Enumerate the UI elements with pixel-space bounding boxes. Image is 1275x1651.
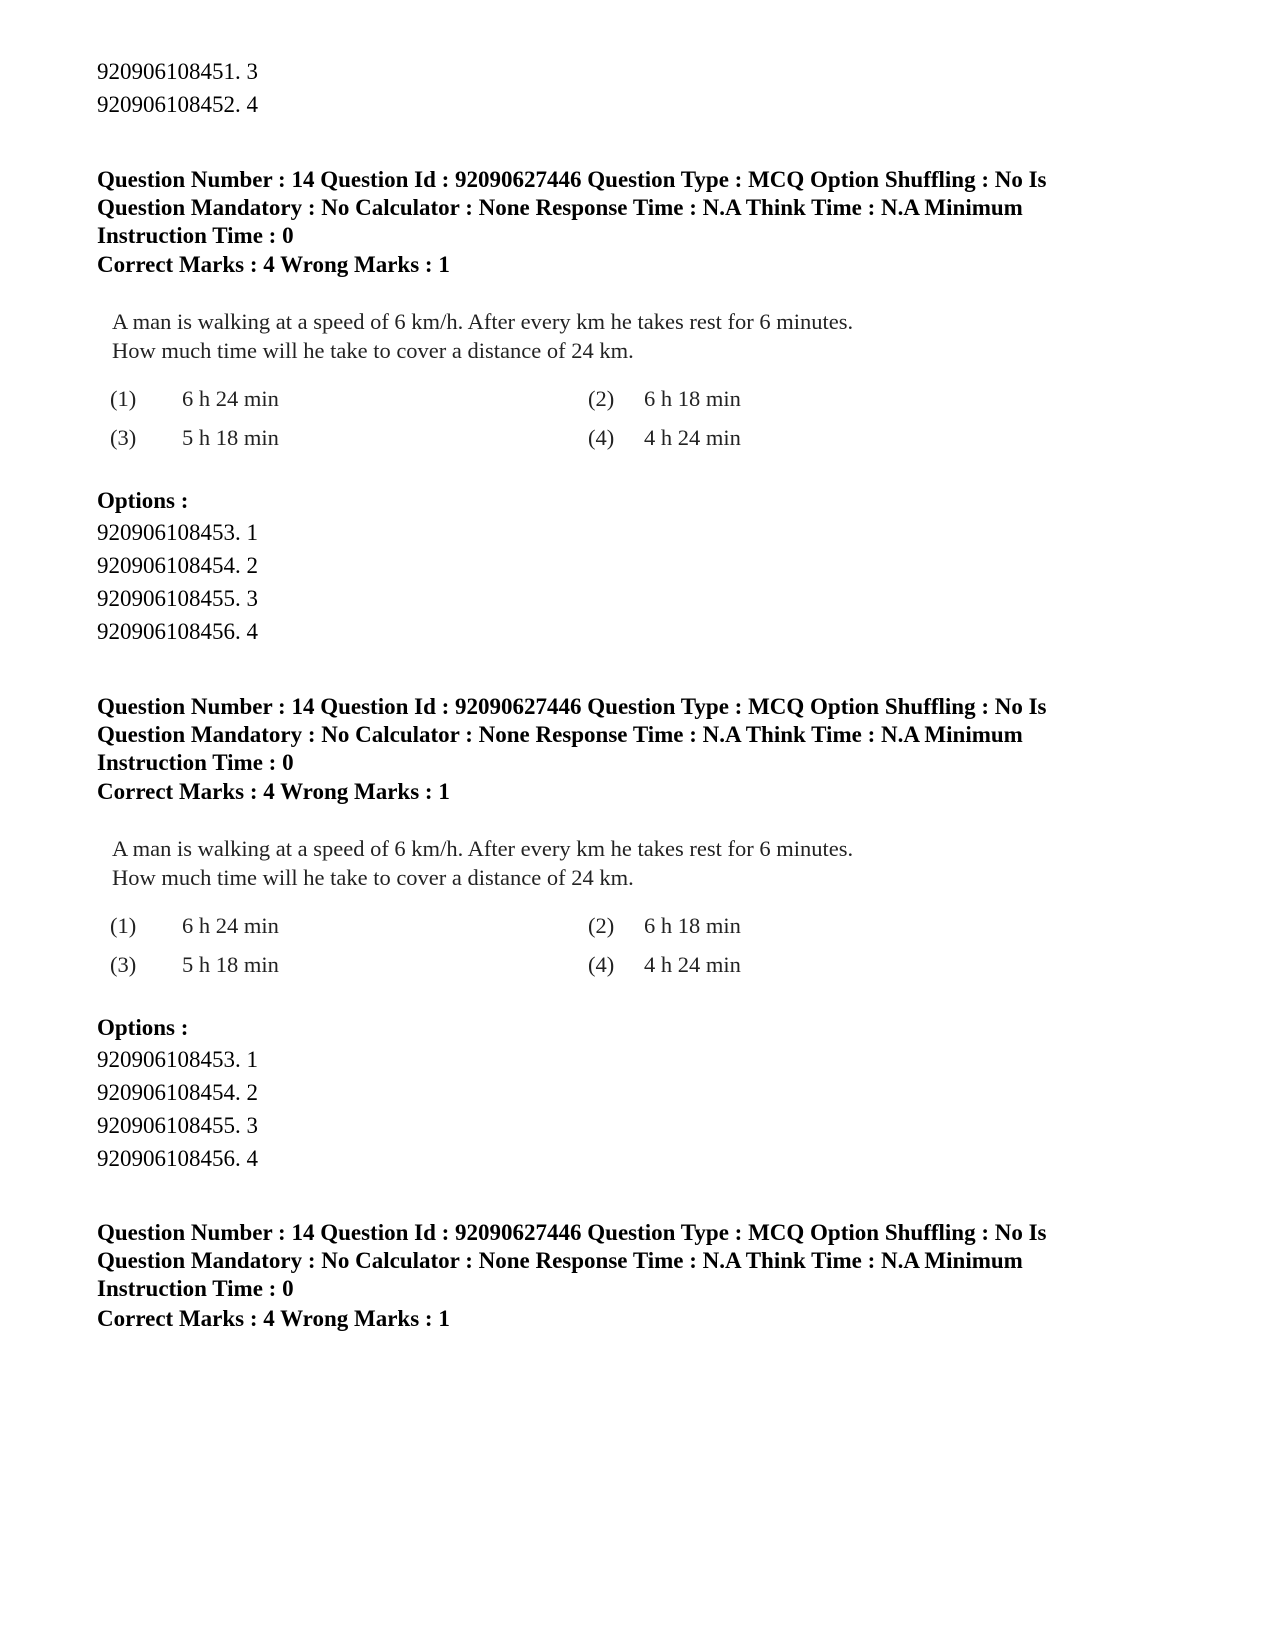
- choice-3: [110, 951, 279, 979]
- choice-number: (4): [588, 952, 615, 977]
- options-label: Options :: [97, 488, 189, 513]
- choice-2: [588, 385, 741, 413]
- choice-number: (1): [110, 386, 137, 411]
- header-line: Question Number : 14 Question Id : 92090627446 Question Type : MCQ Option Shuffling : No Is: [97, 167, 1047, 192]
- choice-text: 6 h 24 min: [182, 913, 279, 938]
- choice-1: [110, 912, 279, 940]
- question-header: [97, 166, 1187, 250]
- choice-number: (3): [110, 952, 137, 977]
- choice-number: (3): [110, 425, 137, 450]
- choice-1: [110, 385, 279, 413]
- question-text-line: A man is walking at a speed of 6 km/h. After every km he takes rest for 6 minutes.: [112, 836, 854, 861]
- question-text-line: How much time will he take to cover a distance of 24 km.: [112, 865, 634, 890]
- header-line: Instruction Time : 0: [97, 1276, 294, 1301]
- marks-line: Correct Marks : 4 Wrong Marks : 1: [97, 252, 450, 277]
- choice-number: (4): [588, 425, 615, 450]
- choice-text: 5 h 18 min: [182, 952, 279, 977]
- choice-number: (1): [110, 913, 137, 938]
- header-line: Question Number : 14 Question Id : 92090627446 Question Type : MCQ Option Shuffling : No Is: [97, 694, 1047, 719]
- marks-line: Correct Marks : 4 Wrong Marks : 1: [97, 779, 450, 804]
- question-text-line: A man is walking at a speed of 6 km/h. After every km he takes rest for 6 minutes.: [112, 309, 854, 334]
- option-line: 920906108452. 4: [97, 92, 258, 117]
- header-line: Instruction Time : 0: [97, 750, 294, 775]
- choice-text: 6 h 18 min: [644, 386, 741, 411]
- question-header: [97, 1219, 1187, 1303]
- choice-4: [588, 424, 741, 452]
- option-line: 920906108451. 3: [97, 59, 258, 84]
- header-line: Question Number : 14 Question Id : 92090627446 Question Type : MCQ Option Shuffling : No Is: [97, 1220, 1047, 1245]
- question-header: [97, 693, 1187, 777]
- header-line: Question Mandatory : No Calculator : None Response Time : N.A Think Time : N.A Minimum: [97, 1248, 1023, 1273]
- marks-line: Correct Marks : 4 Wrong Marks : 1: [97, 1306, 450, 1331]
- choice-3: [110, 424, 279, 452]
- choice-text: 6 h 18 min: [644, 913, 741, 938]
- option-line: 920906108453. 1: [97, 1047, 258, 1072]
- option-line: 920906108455. 3: [97, 586, 258, 611]
- question-text-line: How much time will he take to cover a distance of 24 km.: [112, 338, 634, 363]
- header-line: Question Mandatory : No Calculator : None Response Time : N.A Think Time : N.A Minimum: [97, 722, 1023, 747]
- choice-text: 4 h 24 min: [644, 425, 741, 450]
- choice-text: 4 h 24 min: [644, 952, 741, 977]
- option-line: 920906108454. 2: [97, 1080, 258, 1105]
- question-text: [112, 307, 853, 365]
- question-text: [112, 834, 853, 892]
- choice-2: [588, 912, 741, 940]
- option-line: 920906108455. 3: [97, 1113, 258, 1138]
- option-line: 920906108453. 1: [97, 520, 258, 545]
- option-line: 920906108454. 2: [97, 553, 258, 578]
- choice-number: (2): [588, 913, 615, 938]
- header-line: Question Mandatory : No Calculator : None Response Time : N.A Think Time : N.A Minimum: [97, 195, 1023, 220]
- choice-text: 5 h 18 min: [182, 425, 279, 450]
- option-line: 920906108456. 4: [97, 1146, 258, 1171]
- header-line: Instruction Time : 0: [97, 223, 294, 248]
- options-label: Options :: [97, 1015, 189, 1040]
- option-line: 920906108456. 4: [97, 619, 258, 644]
- choice-text: 6 h 24 min: [182, 386, 279, 411]
- choice-4: [588, 951, 741, 979]
- choice-number: (2): [588, 386, 615, 411]
